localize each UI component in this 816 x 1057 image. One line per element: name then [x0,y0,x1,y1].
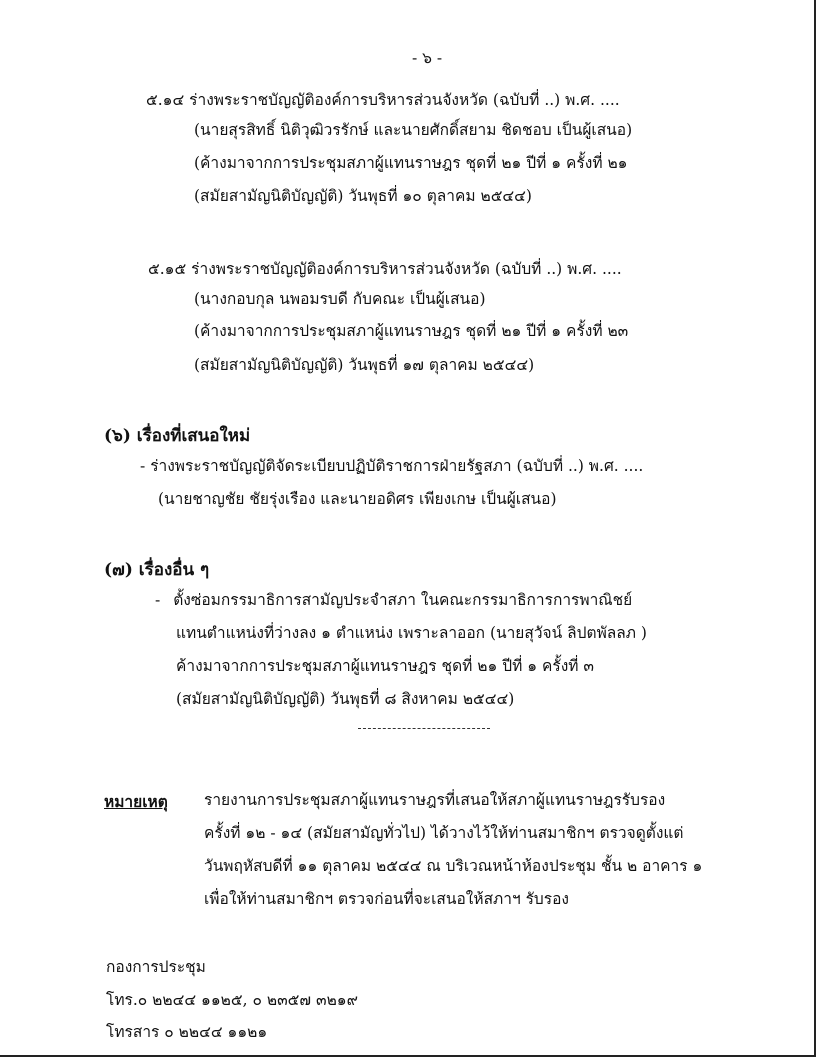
page-number: - ๖ - [412,49,443,67]
section-7-line-2: แทนตำแหน่งที่ว่างลง ๑ ตำแหน่ง เพราะลาออก (นายสุวัจน์ ลิปตพัลลภ ) [176,624,647,642]
section-7-line-4: (สมัยสามัญนิติบัญญัติ) วันพุธที่ ๘ สิงหาคม ๒๕๔๔) [176,690,515,708]
section-separator [358,728,490,729]
item-number: ๕.๑๕ [148,260,187,278]
item-5-14-title-line [146,90,620,110]
item-proposer: (นางกอบกุล นพอมรบดี กับคณะ เป็นผู้เสนอ) [194,290,486,308]
note-line-1: รายงานการประชุมสภาผู้แทนราษฎรที่เสนอให้สภาผู้แทนราษฎรรับรอง [204,791,666,809]
section-6-text: ร่างพระราชบัญญัติจัดระเบียบปฏิบัติราชการฝ่ายรัฐสภา (ฉบับที่ ..) พ.ศ. .... [150,457,644,475]
item-session: (สมัยสามัญนิติบัญญัติ) วันพุธที่ ๑๐ ตุลาคม ๒๕๔๔) [194,187,532,205]
item-proposer: (นายสุรสิทธิ์ นิติวุฒิวรรักษ์ และนายศักดิ์สยาม ชิดชอบ เป็นผู้เสนอ) [194,121,633,139]
note-line-2: ครั้งที่ ๑๒ - ๑๔ (สมัยสามัญทั่วไป) ได้วางไว้ให้ท่านสมาชิกฯ ตรวจดูตั้งแต่ [204,824,684,842]
note-line-4: เพื่อให้ท่านสมาชิกฯ ตรวจก่อนที่จะเสนอให้สภาฯ รับรอง [204,890,569,908]
section-7-line-3: ค้างมาจากการประชุมสภาผู้แทนราษฎร ชุดที่ ๒๑ ปีที่ ๑ ครั้งที่ ๓ [176,657,595,675]
item-title: ร่างพระราชบัญญัติองค์การบริหารส่วนจังหวัด (ฉบับที่ ..) พ.ศ. .... [191,260,622,278]
bullet-dash: - [155,591,161,609]
item-number: ๕.๑๔ [146,91,185,109]
section-7-heading: (๗) เรื่องอื่น ๆ [104,560,210,580]
footer-office: กองการประชุม [106,958,206,976]
item-carried: (ค้างมาจากการประชุมสภาผู้แทนราษฎร ชุดที่ ๒๑ ปีที่ ๑ ครั้งที่ ๒๓ [194,322,629,340]
note-label: หมายเหตุ [104,792,168,811]
item-title: ร่างพระราชบัญญัติองค์การบริหารส่วนจังหวัด (ฉบับที่ ..) พ.ศ. .... [189,91,620,109]
section-7-line-1 [155,590,632,610]
item-5-15-title-line [148,259,622,279]
section-6-line-2: (นายชาญชัย ชัยรุ่งเรือง และนายอดิศร เพียงเกษ เป็นผู้เสนอ) [158,490,557,508]
item-session: (สมัยสามัญนิติบัญญัติ) วันพุธที่ ๑๗ ตุลาคม ๒๕๔๔) [194,356,535,374]
item-carried: (ค้างมาจากการประชุมสภาผู้แทนราษฎร ชุดที่ ๒๑ ปีที่ ๑ ครั้งที่ ๒๑ [194,154,628,172]
note-line-3: วันพฤหัสบดีที่ ๑๑ ตุลาคม ๒๕๔๔ ณ บริเวณหน้าห้องประชุม ชั้น ๒ อาคาร ๑ [204,857,703,875]
section-6-line-1 [140,456,643,476]
footer-tel: โทร.๐ ๒๒๔๔ ๑๑๒๕, ๐ ๒๓๕๗ ๓๒๑๙ [106,991,359,1009]
footer-fax: โทรสาร ๐ ๒๒๔๔ ๑๑๒๑ [106,1023,268,1041]
section-7-text: ตั้งซ่อมกรรมาธิการสามัญประจำสภา ในคณะกรรมาธิการการพาณิชย์ [173,591,633,609]
bullet-dash: - [140,457,146,475]
section-6-heading: (๖) เรื่องที่เสนอใหม่ [104,426,251,446]
